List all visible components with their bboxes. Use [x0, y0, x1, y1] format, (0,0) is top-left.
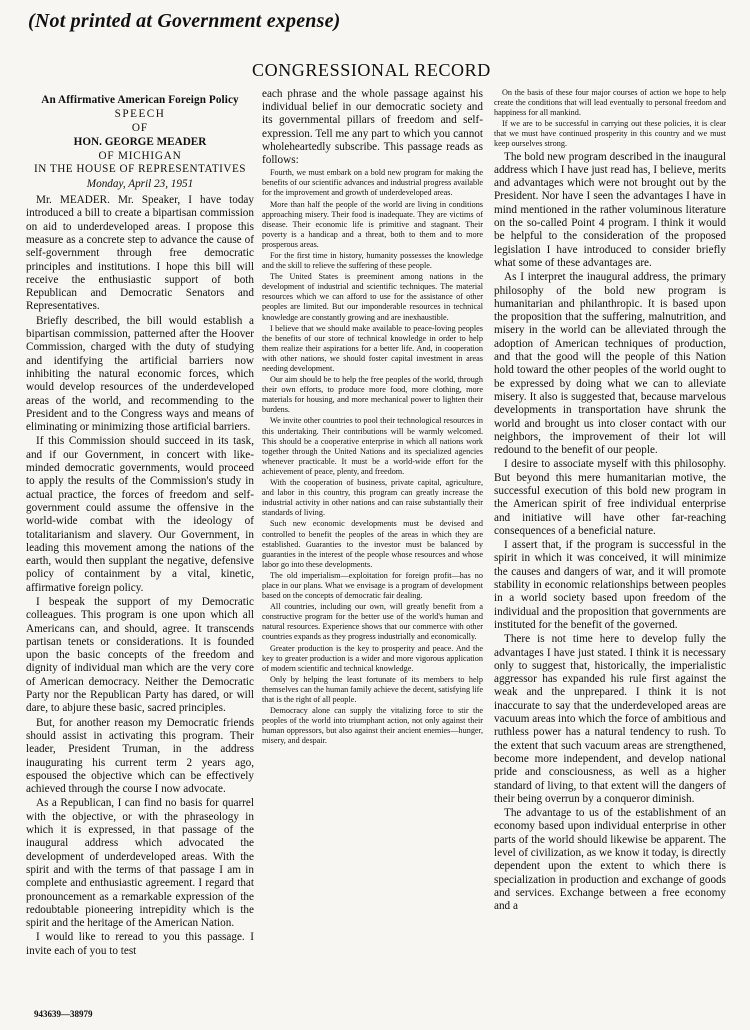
- paragraph: As a Republican, I can find no basis for quarrel with the objective, or with the phraseology in which it is expressed, in that passage of the inaugural address which advocated the development of underdeveloped areas. With the spirit and with the terms of that passage I am in complete and enthusiastic agreement. I regard that pronouncement as a remarkable expression of the redoubtable pioneering intrepidity which is the spirit and the heritage of the American Nation.: [26, 797, 254, 930]
- column-3: [494, 88, 726, 1024]
- chamber: IN THE HOUSE OF REPRESENTATIVES: [33, 163, 247, 176]
- paragraph: Mr. MEADER. Mr. Speaker, I have today introduced a bill to create a bipartisan commission on aid to underdeveloped areas. I propose this measure as a concrete step to advance the cause of self-government through free democratic principles and institutions. I hope this bill will receive the enthusiastic support of both Republican and Democratic Senators and Representatives.: [26, 194, 254, 313]
- quoted-paragraph: The United States is preeminent among nations in the development of industrial and scientific techniques. The material resources which we can afford to use for the assistance of other peoples are limited. But our imponderable resources in technical knowledge are constantly growing and are inexhaustible.: [262, 272, 483, 322]
- quoted-paragraph: Democracy alone can supply the vitalizing force to stir the peoples of the world into triumphant action, not only against their human oppressors, but also against their ancient enemies—hunger, misery, and despair.: [262, 706, 483, 746]
- print-code: 943639—38979: [34, 1009, 93, 1019]
- quoted-paragraph: Such new economic developments must be devised and controlled to benefit the peoples of the areas in which they are established. Guaranties to the investor must be balanced by guaranties in the interest of the people whose resources and whose labor go into these developments.: [262, 519, 483, 569]
- column-1: [26, 94, 254, 1028]
- quoted-paragraph: More than half the people of the world are living in conditions approaching misery. Their food is inadequate. They are victims of disease. Their economic life is primitive and stagnant. Their poverty is a handicap and a threat, both to them and to more prosperous areas.: [262, 199, 483, 249]
- paragraph: There is not time here to develop fully the advantages I have just stated. I think it is necessary only to suggest that, historically, the imperialistic aggressor has expanded his rule first against the weak and the unprepared. I think it is not inaccurate to say that the underdeveloped areas are vacuum areas into which the force of ambitious and ruthless power has a natural tendency to rush. To the extent that such vacuum areas are strengthened, become more independent, and develop national pride and consciousness, as well as a higher standard of living, to that extent will the dangers of their being overrun by a conqueror diminish.: [494, 633, 726, 805]
- paragraph: The bold new program described in the inaugural address which I have just read has, I believe, merits and advantages which were not brought out by the President. Nor have I seen the advantages I have in mind mentioned in the rather voluminous literature on the so-called Point 4 program. I think it would be helpful to the consideration of the proposed legislation I have introduced to consider briefly what some of these advantages are.: [494, 150, 726, 269]
- paragraph: I assert that, if the program is successful in the spirit in which it was conceived, it will minimize the causes and dangers of war, and it will promote stability in economic relationships between peoples in a world society based upon freedom of the individual and the proposition that governments are instituted for the benefit of the governed.: [494, 539, 726, 631]
- column-2: [262, 88, 483, 1024]
- quoted-paragraph: We invite other countries to pool their technological resources in this undertaking. Their contributions will be warmly welcomed. This should be a cooperative enterprise in which all nations work together through the United Nations and its specialized agencies whenever practicable. It must be a world-wide effort for the achievement of peace, plenty, and freedom.: [262, 416, 483, 476]
- speech-date: Monday, April 23, 1951: [86, 177, 194, 190]
- quoted-paragraph: Fourth, we must embark on a bold new program for making the benefits of our scientific advances and industrial progress available for the improvement and growth of underdeveloped areas.: [262, 168, 483, 198]
- paragraph: I bespeak the support of my Democratic colleagues. This program is one upon which all Americans can, and should, agree. It transcends partisan tenets or considerations. It is founded upon the basic concepts of the freedom and dignity of individual man which are the very core of American democracy. Neither the Democratic Party nor the Republican Party has dared, or will dare, to abjure these basic, sacred principles.: [26, 595, 254, 715]
- paragraph: I desire to associate myself with this philosophy. But beyond this mere humanitarian motive, the successful execution of this bold new program in the American spirit of free individual enterprise and initiative will have other far-reaching consequences of a beneficial nature.: [494, 458, 726, 537]
- quoted-paragraph: Greater production is the key to prosperity and peace. And the key to greater production is a wider and more vigorous application of modern scientific and technical knowledge.: [262, 643, 483, 673]
- masthead: CONGRESSIONAL RECORD: [252, 60, 491, 80]
- speaker-name: HON. GEORGE MEADER: [73, 135, 207, 148]
- article-title: An Affirmative American Foreign Policy: [41, 94, 239, 106]
- not-printed-note: (Not printed at Government expense): [28, 10, 341, 32]
- paragraph: But, for another reason my Democratic friends should assist in activating this program. Their leader, President Truman, in the address inaugurating his current term 2 years ago, espoused the objective which can be effectively achieved through the course I now advocate.: [26, 716, 254, 796]
- quoted-paragraph: With the cooperation of business, private capital, agriculture, and labor in this country, this program can greatly increase the industrial activity in other nations and can raise substantially their standards of living.: [262, 478, 483, 518]
- quoted-paragraph: Our aim should be to help the free peoples of the world, through their own efforts, to produce more food, more clothing, more materials for housing, and more mechanical power to lighten their burdens.: [262, 375, 483, 415]
- quoted-paragraph: Only by helping the least fortunate of its members to help themselves can the human family achieve the decent, satisfying life that is the right of all people.: [262, 674, 483, 704]
- quoted-paragraph: For the first time in history, humanity possesses the knowledge and the skill to relieve the suffering of these people.: [262, 250, 483, 271]
- quoted-paragraph: On the basis of these four major courses of action we hope to help create the conditions that will lead eventually to personal freedom and happiness for all mankind.: [494, 88, 726, 118]
- quoted-paragraph: If we are to be successful in carrying out these policies, it is clear that we must have continued prosperity in this country and we must keep ourselves strong.: [494, 119, 726, 149]
- paragraph: Briefly described, the bill would establish a bipartisan commission, patterned after the Hoover Commission, charged with the duty of studying and identifying the artificial barriers now inhibiting the natural economic forces, which would develop resources of the underdeveloped areas of the world, and recommending to the President and to the Congress ways and means of eliminating or minimizing those artificial barriers.: [26, 314, 254, 434]
- paragraph: As I interpret the inaugural address, the primary philosophy of the bold new program is humanitarian and philanthropic. It is based upon the proposition that the suffering, malnutrition, and misery in the world can be alleviated through the adoption of American techniques of production, and that the good will the people of this Nation hold toward the other peoples of the world ought to be expressed by doing what we can to alleviate misery. It also is suggested that, because marvelous developments in transportation have shrunk the world and brought us into closer contact with our neighbors, the improvement of their lot will redound to the benefit of our people.: [494, 271, 726, 457]
- speech-label: SPEECH: [114, 108, 166, 121]
- paragraph: I would like to reread to you this passage. I invite each of you to test: [26, 931, 254, 957]
- paragraph: If this Commission should succeed in its task, and if our Government, in concert with like-minded democratic governments, would proceed to apply the results of the Commission's study in actual practice, the forces of freedom and self-government could assume the offensive in the world-wide combat with the ideology of totalitarianism and slavery. Our Government, in leading this movement among the nations of the earth, would then supplant the negative, defensive policy of containment by a vital, kinetic, affirmative foreign policy.: [26, 435, 254, 594]
- quoted-paragraph: All countries, including our own, will greatly benefit from a constructive program for the better use of the world's human and natural resources. Experience shows that our commerce with other countries expands as they progress industrially and economically.: [262, 602, 483, 642]
- paragraph: each phrase and the whole passage against his individual belief in our democratic society and its governmental pillars of freedom and self-expression. Tell me any part to which you cannot wholeheartedly subscribe. This passage reads as follows:: [262, 88, 483, 167]
- quoted-paragraph: The old imperialism—exploitation for foreign profit—has no place in our plans. What we envisage is a program of development based on the concepts of democratic fair dealing.: [262, 570, 483, 601]
- of-label: OF: [131, 121, 149, 134]
- quoted-paragraph: I believe that we should make available to peace-loving peoples the benefits of our store of technical knowledge in order to help them realize their aspirations for a better life. And, in cooperation with other nations, we should foster capital investment in areas needing development.: [262, 323, 483, 373]
- paragraph: The advantage to us of the establishment of an economy based upon individual enterprise in other parts of the world should likewise be apparent. The level of civilization, as we know it today, is directly dependent upon the extent to which there is specialization in production and exchange of goods and services. Exchange between a free economy and a: [494, 807, 726, 913]
- speaker-state: OF MICHIGAN: [98, 150, 182, 163]
